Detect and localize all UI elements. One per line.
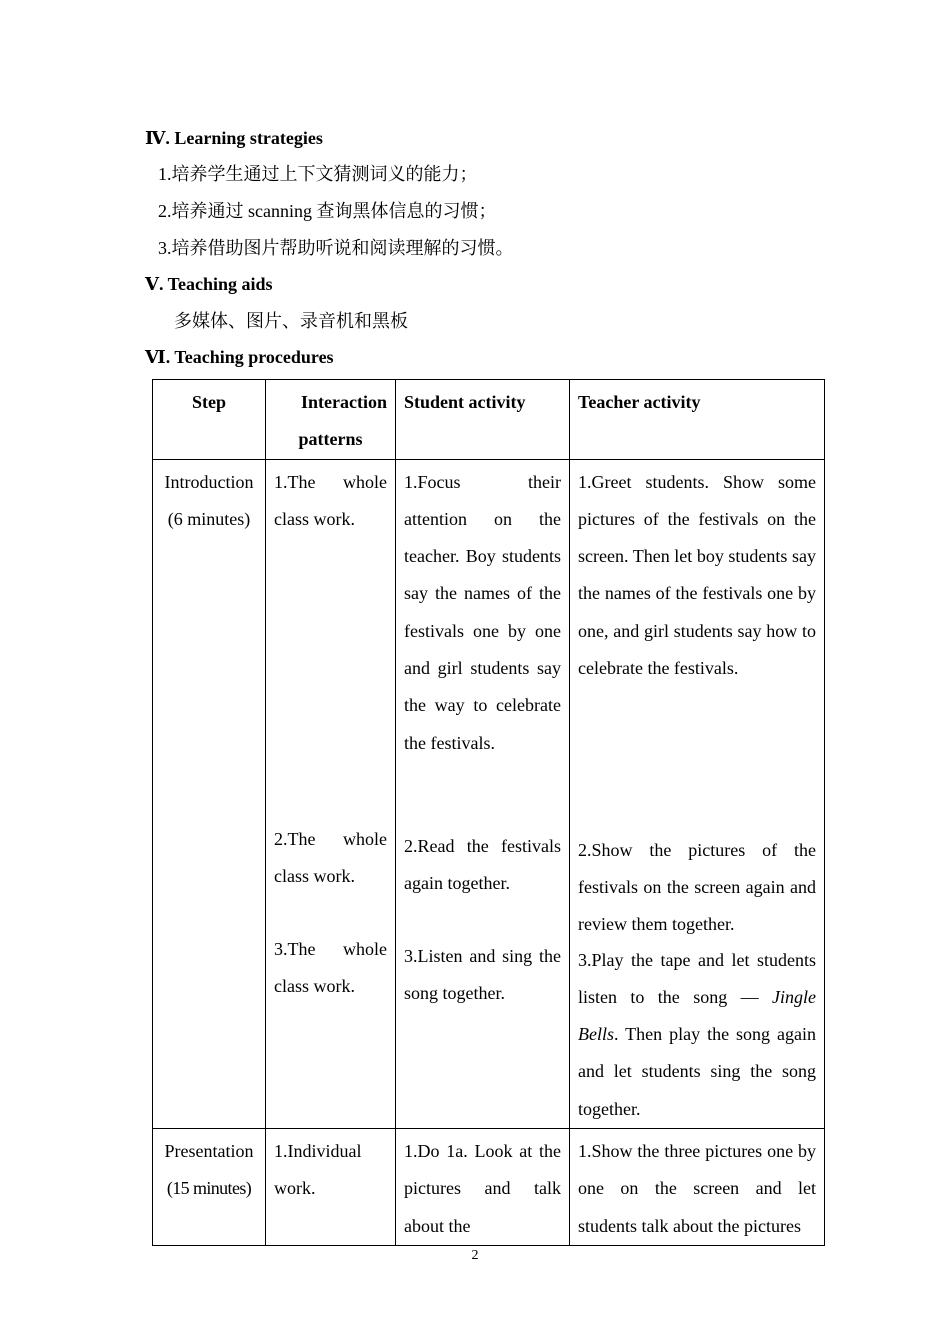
- learning-strategies-heading: Ⅳ. Learning strategies: [145, 128, 323, 148]
- intro-step: Introduction: [164, 471, 254, 492]
- table-row: [153, 459, 825, 1128]
- intro-teacher-2: 2.Show the pictures of the festivals on the screen again and review them together.: [578, 839, 816, 935]
- strategy-item-1: 1.培养学生通过上下文猜测词义的能力；: [158, 164, 478, 184]
- intro-patterns-cell: [266, 459, 396, 1128]
- intro-student-cell: [396, 459, 570, 1128]
- teaching-aids-text: 多媒体、图片、录音机和黑板: [174, 311, 408, 331]
- intro-teacher-3a: 3.Play the tape and let students listen to the song —: [578, 949, 816, 1007]
- procedures-table: [152, 379, 825, 1246]
- intro-step-cell: [153, 459, 266, 1128]
- header-interaction: Interaction: [301, 392, 387, 412]
- presentation-pattern: 1.Individual work.: [266, 1129, 396, 1246]
- header-interaction-patterns: [266, 380, 396, 460]
- presentation-teacher: 1.Show the three pictures one by one on the screen and let students talk about the pictures: [570, 1129, 825, 1246]
- intro-teacher-3: [578, 942, 816, 1128]
- page-number: 2: [471, 1248, 479, 1263]
- intro-student-3: 3.Listen and sing the song together.: [404, 945, 561, 1003]
- header-teacher-activity: Teacher activity: [570, 380, 825, 460]
- strategy-item-2: 2.培养通过 scanning 查询黑体信息的习惯；: [158, 201, 497, 221]
- intro-teacher-cell: [570, 459, 825, 1128]
- intro-teacher-3b: . Then play the song again and let students sing the song together.: [578, 1024, 816, 1119]
- teaching-procedures-heading: Ⅵ. Teaching procedures: [145, 347, 334, 367]
- presentation-student: 1.Do 1a. Look at the pictures and talk about the: [396, 1129, 570, 1246]
- presentation-step: Presentation: [164, 1141, 254, 1162]
- teaching-aids-heading: Ⅴ. Teaching aids: [145, 274, 273, 294]
- intro-time: (6 minutes): [167, 508, 251, 529]
- intro-teacher-1: 1.Greet students. Show some pictures of the festivals on the screen. Then let boy students say the names of the festivals one by one, and girl students say how to celebrate the festivals.: [578, 471, 816, 679]
- header-step: Step: [153, 380, 266, 460]
- table-header-row: [153, 380, 825, 460]
- intro-pattern-3: 3.The whole class work.: [274, 938, 387, 996]
- strategy-item-3: 3.培养借助图片帮助听说和阅读理解的习惯。: [158, 238, 514, 258]
- presentation-time: (15 minutes): [166, 1178, 252, 1199]
- table-row: [153, 1129, 825, 1246]
- intro-pattern-1: 1.The whole class work.: [274, 471, 387, 529]
- presentation-step-cell: [153, 1129, 266, 1246]
- intro-student-1: 1.Focus their attention on the teacher. Boy students say the names of the festivals one by one and girl students say the way to celebrate the festivals.: [404, 471, 561, 753]
- header-patterns: patterns: [298, 429, 363, 450]
- song-title: Jingle Bells: [578, 986, 816, 1045]
- intro-student-2: 2.Read the festivals again together.: [404, 835, 561, 893]
- header-student-activity: Student activity: [396, 380, 570, 460]
- intro-pattern-2: 2.The whole class work.: [274, 828, 387, 886]
